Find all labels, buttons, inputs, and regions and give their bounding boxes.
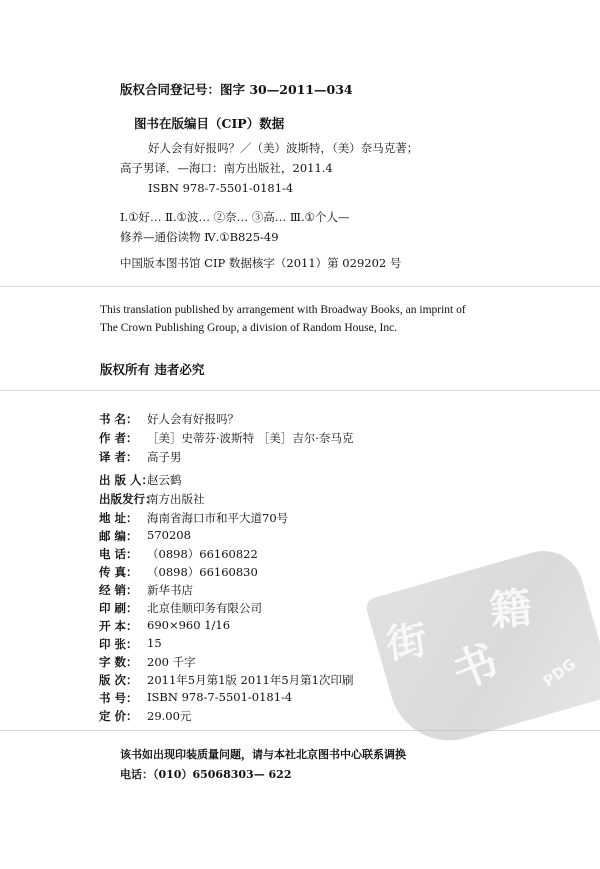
watermark-glyph: 街 [383,615,430,669]
detail-value: 200 千字 [147,655,196,669]
detail-value: 高子男 [147,450,182,464]
detail-label: 传 真： [99,565,138,579]
detail-value: 南方出版社 [147,492,205,506]
detail-label: 作 者： [99,431,138,445]
detail-label: 版 次： [99,673,138,687]
detail-value: （0898）66160830 [147,565,258,579]
detail-value: 赵云鹤 [147,473,182,487]
detail-label: 字 数： [99,655,138,669]
detail-label: 出 版 人： [99,473,154,487]
cip-isbn: ISBN 978-7-5501-0181-4 [148,181,294,195]
divider-rule-2 [0,390,600,391]
detail-value: 好人会有好报吗？ [147,412,239,426]
detail-label: 印 刷： [99,601,138,615]
detail-label: 电 话： [99,547,138,561]
watermark-pdg-text: PDG [539,654,580,691]
quality-notice: 该书如出现印装质量问题，请与本社北京图书中心联系调换 [120,748,406,761]
copyright-registration: 版权合同登记号：图字 30—2011—034 [120,82,353,97]
detail-value: 海南省海口市和平大道70号 [147,511,289,525]
cip-classification-line1: Ⅰ.①好… Ⅱ.①波… ②奈… ③高… Ⅲ.①个人— [120,210,350,224]
detail-value: （0898）66160822 [147,547,258,561]
watermark-seal [364,541,600,754]
detail-value: 新华书店 [147,583,193,597]
cip-heading: 图书在版编目（CIP）数据 [134,116,285,131]
detail-value: 690×960 1/16 [147,618,231,632]
detail-value: ISBN 978-7-5501-0181-4 [147,690,293,704]
detail-value: 29.00元 [147,709,192,723]
cip-library-number: 中国版本图书馆 CIP 数据核字（2011）第 029202 号 [120,256,402,270]
detail-label: 开 本： [99,619,138,633]
detail-value: 15 [147,636,162,650]
detail-value: ［美］史蒂芬·波斯特 ［美］吉尔·奈马克 [147,431,354,445]
english-notice-line1: This translation published by arrangement with Broadway Books, an imprint of [100,304,466,316]
watermark-glyph: 籍 [487,582,535,636]
divider-rule [0,286,600,287]
detail-value: 2011年5月第1版 2011年5月第1次印刷 [147,673,354,687]
cip-translator-line: 高子男译．—海口：南方出版社，2011.4 [120,161,333,175]
detail-label: 书 号： [99,691,138,705]
detail-value: 北京佳顺印务有限公司 [147,601,262,615]
detail-label: 定 价： [99,709,138,723]
detail-label: 印 张： [99,637,138,651]
contact-phone: 电话：（010）65068303— 622 [120,768,292,781]
detail-label: 地 址： [99,511,138,525]
detail-value: 570208 [147,528,191,542]
detail-label: 书 名： [99,412,138,426]
cip-classification-line2: 修养—通俗读物 Ⅳ.①B825-49 [120,230,279,244]
watermark-glyph: 书 [445,635,506,700]
detail-label: 经 销： [99,583,138,597]
detail-label: 译 者： [99,450,138,464]
detail-label: 出版发行： [99,492,157,506]
cip-title-line: 好人会有好报吗？／（美）波斯特，（美）奈马克著； [148,141,419,155]
detail-label: 邮 编： [99,529,138,543]
english-notice-line2: The Crown Publishing Group, a division of Random House, Inc. [100,322,398,334]
rights-reserved: 版权所有 违者必究 [100,362,205,377]
divider-rule-3 [0,730,600,731]
